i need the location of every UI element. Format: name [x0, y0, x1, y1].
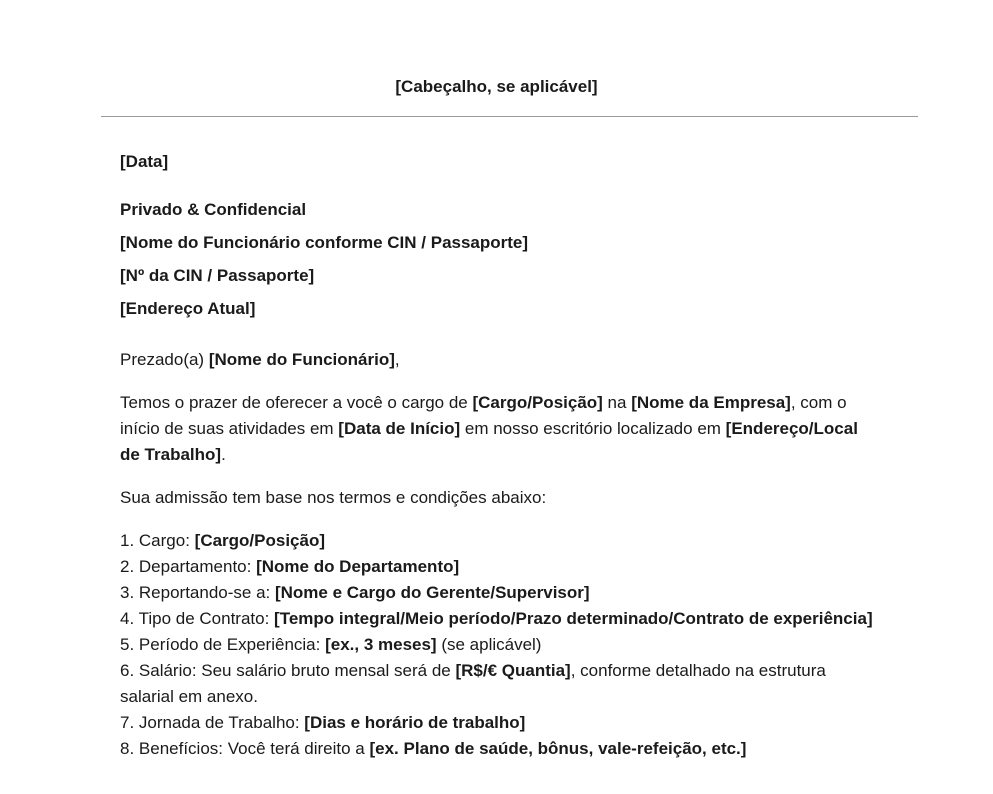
term-item — [120, 736, 880, 762]
salutation-prefix: Prezado(a) — [120, 350, 209, 369]
term-item — [120, 606, 880, 632]
header-divider — [101, 116, 918, 117]
employee-name-id: [Nome do Funcionário conforme CIN / Passaporte] — [120, 233, 529, 252]
term-placeholder: [ex., 3 meses] — [325, 635, 437, 654]
term-label: 5. Período de Experiência: — [120, 635, 326, 654]
term-suffix: , conforme detalhado na estrutura salarial em anexo. — [120, 661, 826, 706]
term-item — [120, 710, 880, 736]
term-item — [120, 632, 880, 658]
term-label: 3. Reportando-se a: — [120, 583, 275, 602]
id-number: [Nº da CIN / Passaporte] — [120, 266, 315, 285]
offer-company: [Nome da Empresa] — [631, 393, 791, 412]
offer-text-3: , com o início de suas atividades em — [120, 393, 847, 438]
term-label: 4. Tipo de Contrato: — [120, 609, 275, 628]
offer-text-2: na — [602, 393, 632, 412]
term-placeholder: [Dias e horário de trabalho] — [304, 713, 526, 732]
term-label: 8. Benefícios: Você terá direito a — [120, 739, 370, 758]
terms-list — [120, 528, 880, 762]
term-placeholder: [Tempo integral/Meio período/Prazo determinado/Contrato de experiência] — [274, 609, 873, 628]
letter-date: [Data] — [120, 152, 169, 171]
salutation-suffix: , — [394, 350, 400, 369]
term-placeholder: [Cargo/Posição] — [194, 531, 326, 550]
term-placeholder: [ex. Plano de saúde, bônus, vale-refeição, etc.] — [369, 739, 747, 758]
offer-text-5: . — [221, 445, 226, 464]
offer-text-1: Temos o prazer de oferecer a você o cargo de — [120, 393, 473, 412]
term-label: 2. Departamento: — [120, 557, 257, 576]
term-item — [120, 528, 880, 554]
terms-intro: Sua admissão tem base nos termos e condições abaixo: — [120, 488, 547, 507]
term-label: 1. Cargo: — [120, 531, 195, 550]
confidential-label: Privado & Confidencial — [120, 200, 307, 219]
term-placeholder: [R$/€ Quantia] — [455, 661, 571, 680]
document-header: [Cabeçalho, se aplicável] — [395, 77, 598, 96]
term-item — [120, 554, 880, 580]
offer-position: [Cargo/Posição] — [472, 393, 603, 412]
term-item — [120, 580, 880, 606]
employee-address: [Endereço Atual] — [120, 299, 256, 318]
offer-work-location: [Endereço/Local de Trabalho] — [120, 419, 858, 464]
term-suffix: (se aplicável) — [436, 635, 542, 654]
salutation-name: [Nome do Funcionário] — [208, 350, 395, 369]
term-label: 7. Jornada de Trabalho: — [120, 713, 305, 732]
term-item — [120, 658, 880, 710]
offer-text-4: em nosso escritório localizado em — [460, 419, 726, 438]
term-placeholder: [Nome do Departamento] — [256, 557, 460, 576]
term-label: 6. Salário: Seu salário bruto mensal será de — [120, 661, 456, 680]
term-placeholder: [Nome e Cargo do Gerente/Supervisor] — [274, 583, 590, 602]
offer-start-date: [Data de Início] — [338, 419, 461, 438]
offer-paragraph — [120, 390, 880, 468]
letter-body — [120, 149, 880, 762]
salutation — [120, 347, 880, 373]
